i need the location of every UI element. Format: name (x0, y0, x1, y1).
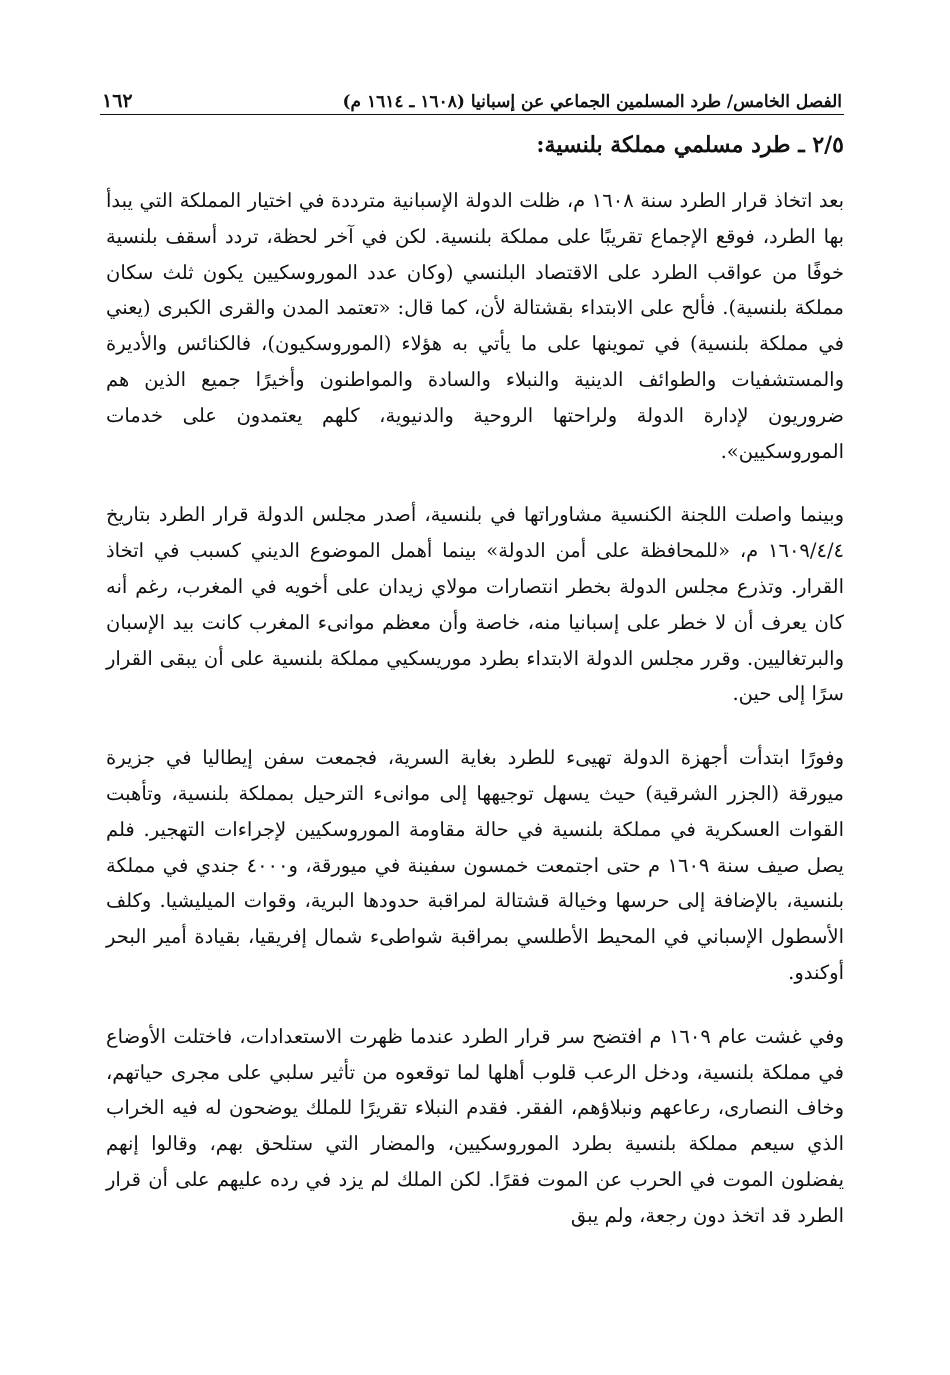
paragraph-1: بعد اتخاذ قرار الطرد سنة ١٦٠٨ م، ظلت الدولة الإسبانية مترددة في اختيار المملكة التي يبدأ بها الطرد، فوقع الإجماع تقريبًا على مملكة بلنسية. لكن في آخر لحظة، تردد أسقف بلنسية خوفًا من عواقب الطرد على الاقتصاد البلنسي (وكان عدد الموروسكيين يكون ثلث سكان مملكة بلنسية). فألح على الابتداء بقشتالة لأن، كما قال: «تعتمد المدن والقرى الكبرى (يعني في مملكة بلنسية) في تموينها على ما يأتي به هؤلاء (الموروسكيون)، فالكنائس والأديرة والمستشفيات والطوائف الدينية والنبلاء والسادة والمواطنون وأخيرًا جميع الذين هم ضروريون لإدارة الدولة ولراحتها الروحية والدنيوية، كلهم يعتمدون على خدمات الموروسكيين». (106, 189, 844, 463)
paragraph-4: وفي غشت عام ١٦٠٩ م افتضح سر قرار الطرد عندما ظهرت الاستعدادات، فاختلت الأوضاع في مملكة بلنسية، ودخل الرعب قلوب أهلها لما توقعوه من تأثير سلبي على مجرى حياتهم، وخاف النصارى، رعاعهم ونبلاؤهم، الفقر. فقدم النبلاء تقريرًا للملك يوضحون له فيه الخراب الذي سيعم مملكة بلنسية بطرد الموروسكيين، والمضار التي ستلحق بهم، وقالوا إنهم يفضلون الموت في الحرب عن الموت فقرًا. لكن الملك لم يزد في رده عليهم على أن قرار الطرد قد اتخذ دون رجعة، ولم يبق (106, 1024, 845, 1227)
paragraph-2: وبينما واصلت اللجنة الكنسية مشاوراتها في بلنسية، أصدر مجلس الدولة قرار الطرد بتاريخ ١٦٠٩/٤/٤ م، «للمحافظة على أمن الدولة» بينما أهمل الموضوع الديني كسبب في اتخاذ القرار. وتذرع مجلس الدولة بخطر انتصارات مولاي زيدان على أخويه في المغرب، رغم أنه كان يعرف أن لا خطر على إسبانيا منه، خاصة وأن معظم موانىء المغرب كانت بيد الإسبان والبرتغاليين. وقرر مجلس الدولة الابتداء بطرد موريسكيي مملكة بلنسية على أن يبقى القرار سرًا إلى حين. (106, 503, 844, 706)
section-heading: ٢/٥ ـ طرد مسلمي مملكة بلنسية: (536, 132, 844, 158)
running-header (102, 72, 842, 112)
header-rule (100, 114, 844, 115)
body-text (106, 183, 844, 1234)
page-number: ١٦٢ (102, 90, 133, 112)
paragraph-3: وفورًا ابتدأت أجهزة الدولة تهيىء للطرد بغاية السرية، فجمعت سفن إيطاليا في جزيرة ميورقة (الجزر الشرقية) حيث يسهل توجيهها إلى موانىء الترحيل بمملكة بلنسية، وتأهبت القوات العسكرية في مملكة بلنسية في حالة مقاومة الموروسكيين لإجراءات التهجير. فلم يصل صيف سنة ١٦٠٩ م حتى اجتمعت خمسون سفينة في ميورقة، و٤٠٠٠ جندي في مملكة بلنسية، بالإضافة إلى حرسها وخيالة قشتالة لمراقبة حدودها البرية، وقوات الميليشيا. وكلف الأسطول الإسباني في المحيط الأطلسي بمراقبة شواطىء شمال إفريقيا، بقيادة أمير البحر أوكندو. (106, 746, 844, 984)
chapter-title: الفصل الخامس/ طرد المسلمين الجماعي عن إسبانيا (١٦٠٨ ـ ١٦١٤ م) (342, 92, 842, 112)
